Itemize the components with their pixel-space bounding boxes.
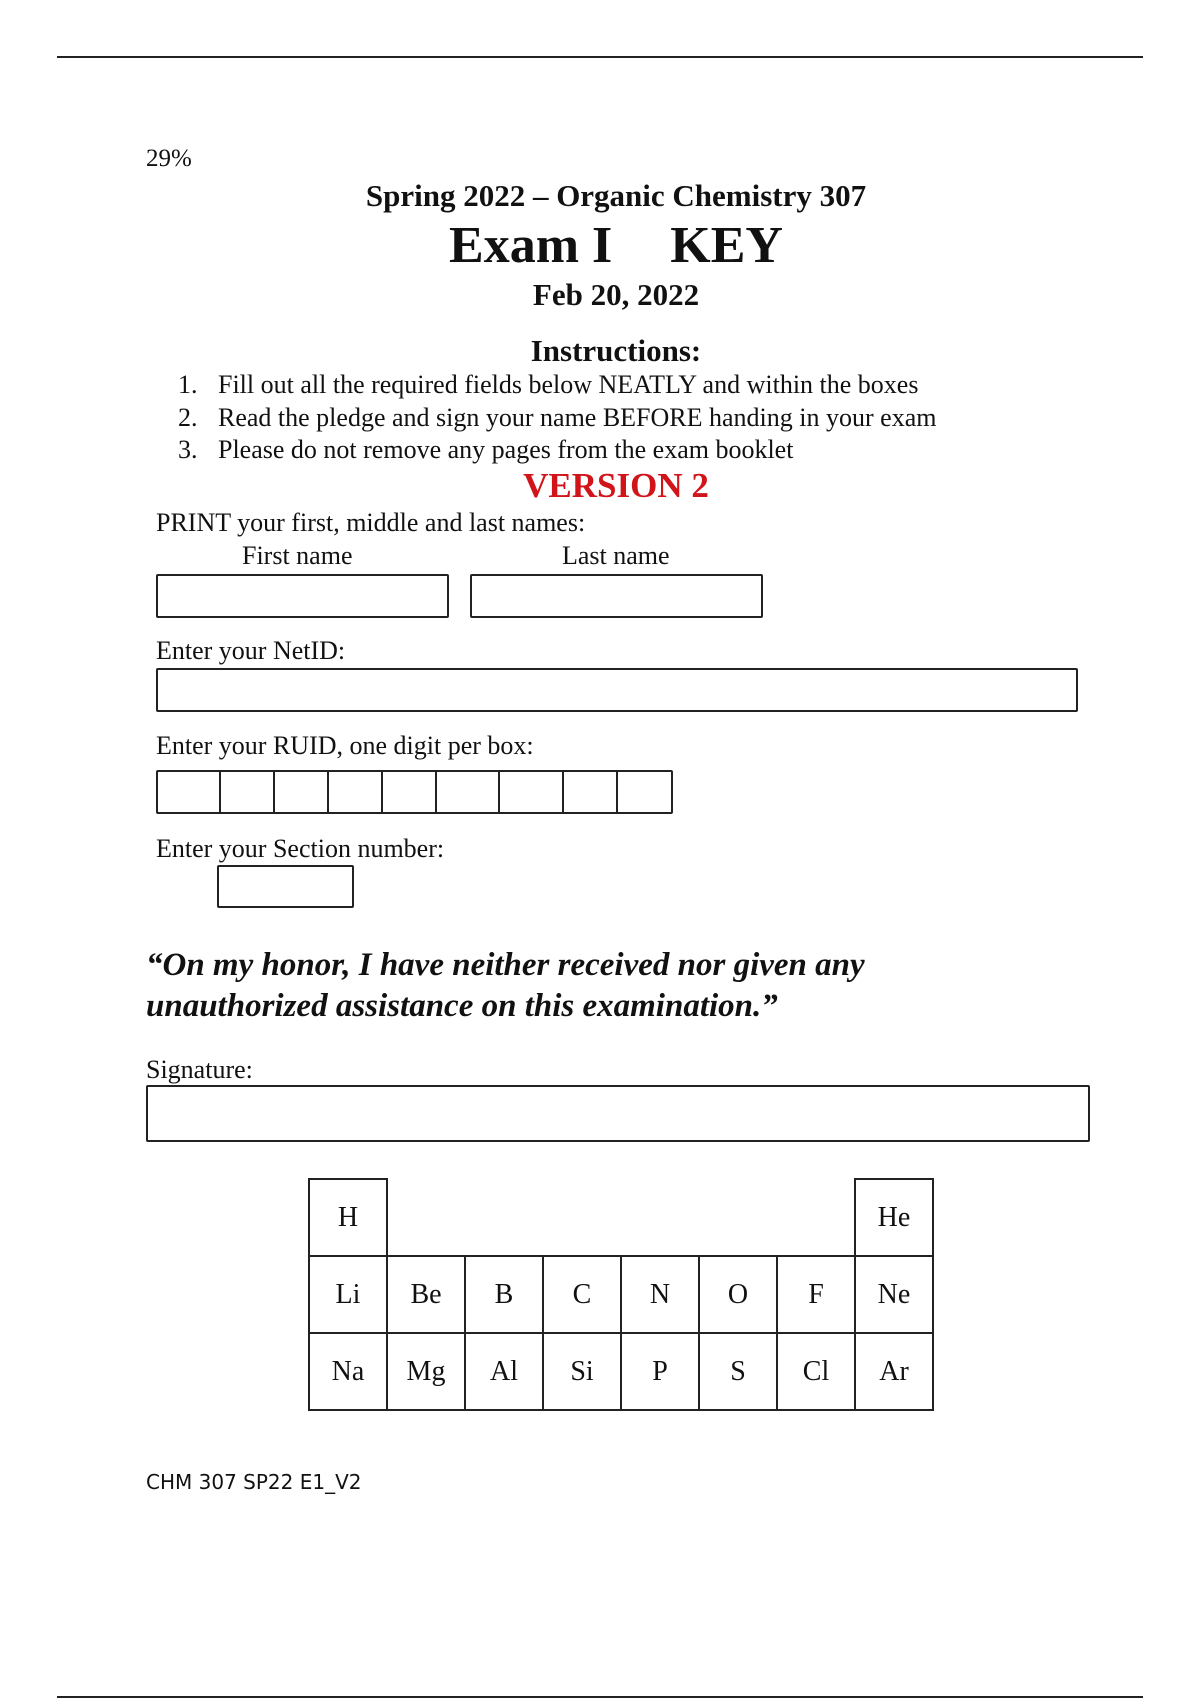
section-prompt: Enter your Section number: bbox=[156, 834, 445, 863]
footer-code: CHM 307 SP22 E1_V2 bbox=[146, 1470, 362, 1494]
version-label: VERSION 2 bbox=[523, 466, 709, 505]
element-cell: N bbox=[621, 1256, 699, 1333]
ruid-boxes bbox=[156, 770, 673, 814]
last-name-field[interactable] bbox=[470, 574, 763, 618]
course-title: Spring 2022 – Organic Chemistry 307 bbox=[365, 178, 867, 213]
last-name-label: Last name bbox=[562, 541, 670, 570]
element-cell: Li bbox=[309, 1256, 387, 1333]
element-cell: C bbox=[543, 1256, 621, 1333]
first-name-label: First name bbox=[242, 541, 353, 570]
ruid-prompt: Enter your RUID, one digit per box: bbox=[156, 731, 534, 760]
ruid-digit-box[interactable] bbox=[221, 772, 275, 812]
honor-pledge bbox=[146, 945, 865, 1027]
exam-title bbox=[0, 216, 1200, 275]
instruction-item: 3. Please do not remove any pages from the exam booklet bbox=[178, 435, 794, 464]
element-cell: B bbox=[465, 1256, 543, 1333]
element-cell: P bbox=[621, 1333, 699, 1410]
ruid-digit-box[interactable] bbox=[500, 772, 564, 812]
names-prompt: PRINT your first, middle and last names: bbox=[156, 508, 586, 537]
pledge-line: unauthorized assistance on this examination.” bbox=[146, 988, 778, 1024]
element-cell: F bbox=[777, 1256, 855, 1333]
instruction-item: 1. Fill out all the required fields below NEATLY and within the boxes bbox=[178, 370, 919, 399]
periodic-row bbox=[309, 1333, 933, 1410]
periodic-table bbox=[308, 1178, 934, 1411]
instruction-item: 2. Read the pledge and sign your name BEFORE handing in your exam bbox=[178, 402, 937, 432]
periodic-row bbox=[309, 1256, 933, 1333]
element-cell: Ar bbox=[855, 1333, 933, 1410]
instructions-list bbox=[178, 369, 936, 467]
bottom-rule bbox=[57, 1696, 1143, 1698]
exam-name: Exam I bbox=[449, 217, 613, 274]
key-label: KEY bbox=[670, 217, 783, 274]
element-cell: Si bbox=[543, 1333, 621, 1410]
ruid-digit-box[interactable] bbox=[383, 772, 437, 812]
ruid-digit-box[interactable] bbox=[564, 772, 618, 812]
element-cell: Mg bbox=[387, 1333, 465, 1410]
score-text: 29% bbox=[146, 145, 192, 172]
signature-field[interactable] bbox=[146, 1085, 1090, 1142]
element-cell: He bbox=[855, 1179, 933, 1256]
element-cell: S bbox=[699, 1333, 777, 1410]
element-cell: H bbox=[309, 1179, 387, 1256]
ruid-digit-box[interactable] bbox=[158, 772, 221, 812]
ruid-digit-box[interactable] bbox=[618, 772, 671, 812]
instructions-heading: Instructions: bbox=[530, 333, 702, 368]
element-cell: Al bbox=[465, 1333, 543, 1410]
section-field[interactable] bbox=[217, 865, 354, 908]
exam-date: Feb 20, 2022 bbox=[532, 277, 700, 312]
element-cell: Ne bbox=[855, 1256, 933, 1333]
element-cell: Na bbox=[309, 1333, 387, 1410]
periodic-row bbox=[309, 1179, 933, 1256]
ruid-digit-box[interactable] bbox=[437, 772, 500, 812]
netid-field[interactable] bbox=[156, 668, 1078, 712]
element-cell: Cl bbox=[777, 1333, 855, 1410]
netid-prompt: Enter your NetID: bbox=[156, 636, 346, 665]
top-rule bbox=[57, 56, 1143, 58]
ruid-digit-box[interactable] bbox=[329, 772, 383, 812]
element-cell: O bbox=[699, 1256, 777, 1333]
first-name-field[interactable] bbox=[156, 574, 449, 618]
pledge-line: “On my honor, I have neither received nor given any bbox=[146, 947, 865, 983]
signature-label: Signature: bbox=[146, 1055, 253, 1084]
ruid-digit-box[interactable] bbox=[275, 772, 329, 812]
element-cell: Be bbox=[387, 1256, 465, 1333]
